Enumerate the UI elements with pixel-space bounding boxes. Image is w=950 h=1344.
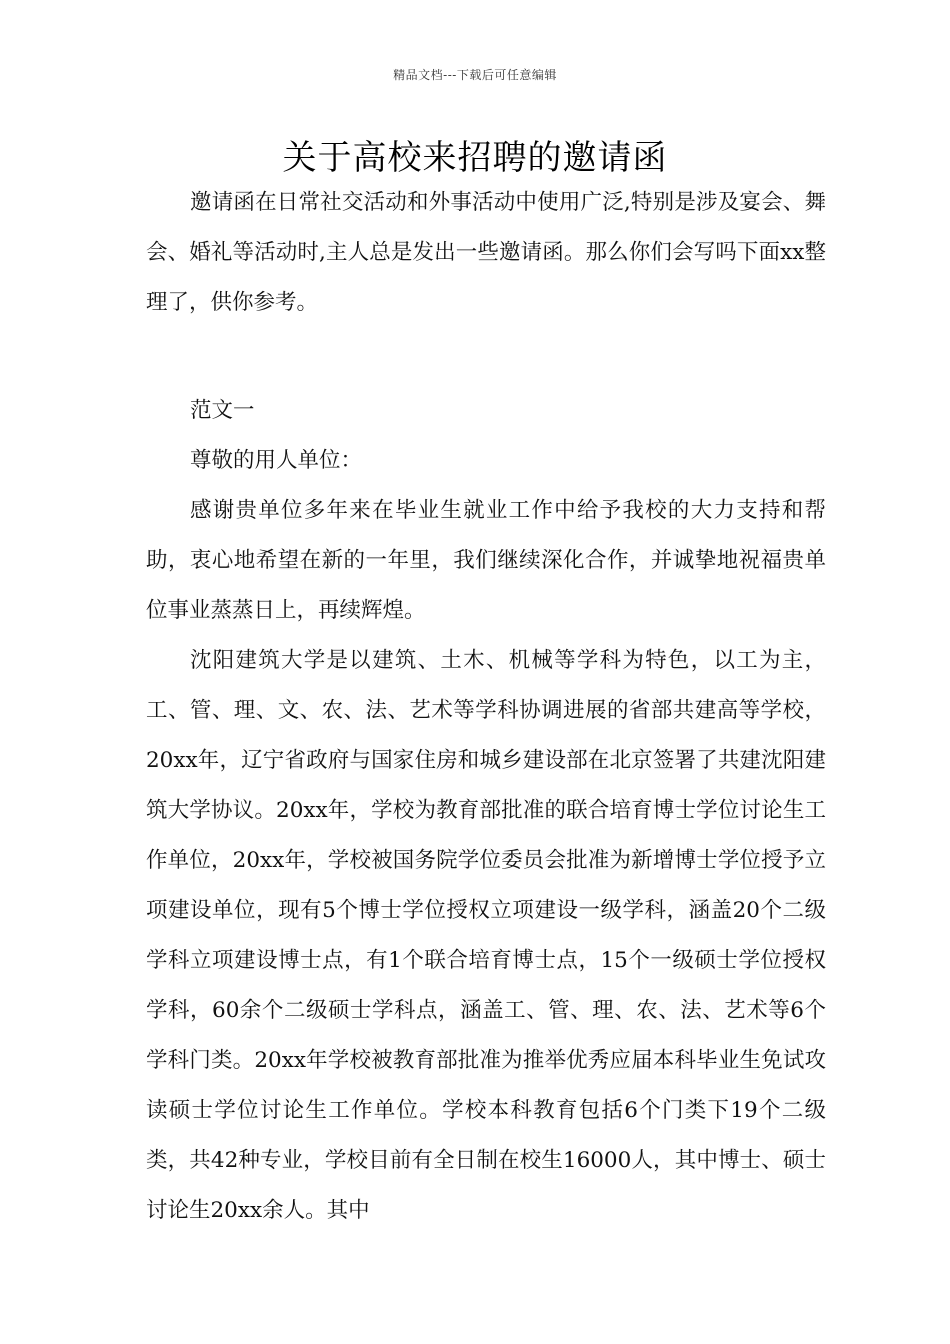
salutation: 尊敬的用人单位： bbox=[190, 448, 363, 473]
paragraph-gap bbox=[146, 328, 826, 386]
thanks-paragraph: 感谢贵单位多年来在毕业生就业工作中给予我校的大力支持和帮助，衷心地希望在新的一年里，我们继续深化合作，并诚挚地祝福贵单位事业蒸蒸日上，再续辉煌。 bbox=[146, 498, 826, 623]
document-title: 关于高校来招聘的邀请函 bbox=[282, 138, 668, 178]
school-intro-paragraph: 沈阳建筑大学是以建筑、土木、机械等学科为特色，以工为主，工、管、理、文、农、法、艺术等学科协调进展的省部共建高等学校，20xx年，辽宁省政府与国家住房和城乡建设部在北京签署了共建沈阳建筑大学协议。20xx年，学校为教育部批准的联合培育博士学位讨论生工作单位，20xx年，学校被国务院学位委员会批准为新增博士学位授予立项建设单位，现有5个博士学位授权立项建设一级学科，涵盖20个二级学科立项建设博士点，有1个联合培育博士点，15个一级硕士学位授权学科，60余个二级硕士学科点，涵盖工、管、理、农、法、艺术等6个学科门类。20xx年学校被教育部批准为推举优秀应届本科毕业生免试攻读硕士学位讨论生工作单位。学校本科教育包括6个门类下19个二级类，共42种专业，学校目前有全日制在校生16000人，其中博士、硕士讨论生20xx余人。其中 bbox=[146, 648, 826, 1223]
document-body bbox=[146, 178, 826, 1236]
sample-heading: 范文一 bbox=[190, 398, 255, 423]
header-note: 精品文档---下载后可任意编辑 bbox=[393, 68, 557, 82]
intro-paragraph: 邀请函在日常社交活动和外事活动中使用广泛,特别是涉及宴会、舞会、婚礼等活动时,主人总是发出一些邀请函。那么你们会写吗下面xx整理了，供你参考。 bbox=[146, 190, 826, 315]
